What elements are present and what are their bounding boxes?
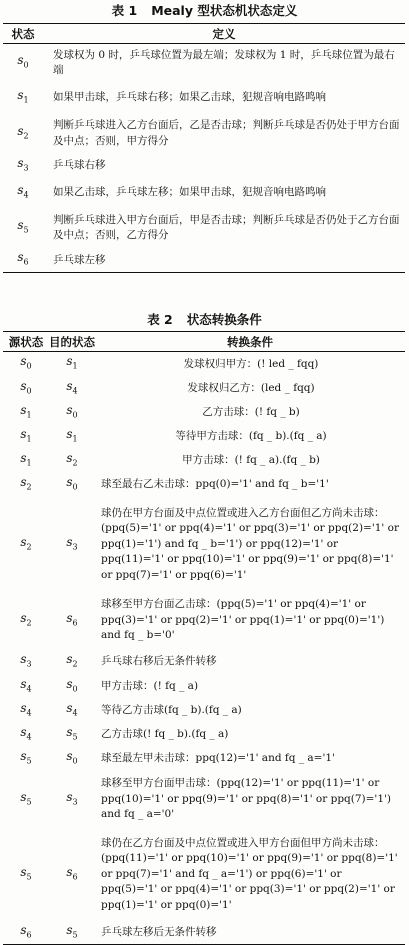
target-state-cell bbox=[49, 675, 95, 699]
table2-body bbox=[3, 352, 405, 945]
table1-caption bbox=[0, 3, 409, 19]
state-index: 3 bbox=[72, 796, 78, 806]
table-row bbox=[3, 771, 405, 829]
target-state-cell bbox=[49, 650, 95, 675]
table-row bbox=[3, 352, 405, 377]
target-state-cell bbox=[49, 425, 95, 449]
state-symbol: s bbox=[66, 426, 73, 441]
state-symbol: s bbox=[66, 748, 73, 763]
state-symbol: s bbox=[20, 354, 27, 369]
table2-header-condition: 转换条件 bbox=[227, 334, 273, 349]
table2-caption-number: 表 2 bbox=[147, 312, 173, 327]
state-symbol: s bbox=[20, 426, 27, 441]
state-index: 1 bbox=[23, 95, 29, 105]
state-cell bbox=[3, 154, 43, 178]
state-symbol: s bbox=[66, 724, 73, 739]
state-index: 1 bbox=[26, 433, 32, 443]
state-definition-table bbox=[3, 23, 405, 273]
source-state-cell bbox=[3, 377, 49, 401]
source-state-cell bbox=[3, 425, 49, 449]
target-state-cell bbox=[49, 449, 95, 473]
definition-cell: 判断乒乓球进入甲方台面后，甲是否击球；判断乒乓球是否仍处于乙方台面及中点；否则，乙方得分 bbox=[53, 213, 400, 242]
state-index: 5 bbox=[26, 871, 32, 881]
state-index: 1 bbox=[26, 457, 32, 467]
state-index: 0 bbox=[26, 361, 32, 371]
state-index: 4 bbox=[72, 707, 78, 717]
state-symbol: s bbox=[17, 123, 24, 138]
source-state-cell bbox=[3, 401, 49, 425]
table1-header-state: 状态 bbox=[11, 26, 35, 41]
table2-caption bbox=[0, 312, 409, 328]
state-symbol: s bbox=[20, 864, 27, 879]
condition-cell: 甲方击球：(! fq _ a) bbox=[101, 679, 199, 692]
state-symbol: s bbox=[20, 789, 27, 804]
state-index: 3 bbox=[72, 541, 78, 551]
state-index: 2 bbox=[23, 130, 29, 140]
state-symbol: s bbox=[20, 922, 27, 937]
state-index: 1 bbox=[72, 433, 78, 443]
table-row bbox=[3, 208, 405, 248]
state-symbol: s bbox=[66, 789, 73, 804]
state-index: 5 bbox=[72, 731, 78, 741]
condition-cell: 球仍在甲方台面及中点位置或进入乙方台面但乙方尚未击球：(ppq(5)='1' or ppq(4)='1' or ppq(3)='1' or ppq(2)='1' or ppq(1)='1') and fq _ b='1') or ppq(12)='1' or ppq(11)='1' or ppq(10)='1' or ppq(9)='1' or ppq(8)='1' or ppq(7)='1' or ppq(6)='1' bbox=[101, 506, 399, 581]
source-state-cell bbox=[3, 723, 49, 747]
state-index: 5 bbox=[26, 796, 32, 806]
condition-cell: 球移至甲方台面乙击球：(ppq(5)='1' or ppq(4)='1' or ppq(3)='1' or ppq(2)='1' or ppq(1)='1' or ppq(0)='1') and fq _ b='0' bbox=[101, 598, 385, 642]
state-symbol: s bbox=[17, 182, 24, 197]
source-state-cell bbox=[3, 747, 49, 771]
table1-caption-number: 表 1 bbox=[111, 3, 138, 18]
source-state-cell bbox=[3, 449, 49, 473]
state-index: 2 bbox=[26, 541, 32, 551]
state-symbol: s bbox=[66, 652, 73, 667]
table-row bbox=[3, 592, 405, 650]
state-symbol: s bbox=[20, 748, 27, 763]
state-index: 2 bbox=[72, 457, 78, 467]
source-state-cell bbox=[3, 675, 49, 699]
state-index: 0 bbox=[23, 60, 29, 70]
state-symbol: s bbox=[66, 700, 73, 715]
target-state-cell bbox=[49, 473, 95, 498]
state-symbol: s bbox=[20, 610, 27, 625]
table-row bbox=[3, 449, 405, 473]
condition-cell: 球至最左甲未击球：ppq(12)='1' and fq _ a='1' bbox=[101, 751, 335, 764]
table-row bbox=[3, 498, 405, 592]
state-index: 6 bbox=[26, 929, 32, 939]
source-state-cell bbox=[3, 352, 49, 377]
table-row bbox=[3, 675, 405, 699]
target-state-cell bbox=[49, 592, 95, 650]
condition-cell: 发球权归甲方：(! led _ fqq) bbox=[183, 357, 319, 370]
table1-caption-title: Mealy 型状态机状态定义 bbox=[151, 3, 298, 18]
state-index: 2 bbox=[26, 617, 32, 627]
state-cell bbox=[3, 208, 43, 248]
table-row bbox=[3, 650, 405, 675]
state-symbol: s bbox=[66, 475, 73, 490]
table2-header-target: 目的状态 bbox=[49, 334, 95, 349]
condition-cell: 等待乙方击球(fq _ b).(fq _ a) bbox=[101, 703, 242, 716]
state-symbol: s bbox=[66, 450, 73, 465]
target-state-cell bbox=[49, 401, 95, 425]
table2-header-row bbox=[3, 332, 405, 352]
table-row bbox=[3, 114, 405, 154]
state-cell bbox=[3, 44, 43, 83]
definition-cell: 如果乙击球，乒乓球左移；如果甲击球，犯规音响电路鸣响 bbox=[53, 186, 326, 199]
target-state-cell bbox=[49, 377, 95, 401]
state-symbol: s bbox=[20, 676, 27, 691]
target-state-cell bbox=[49, 723, 95, 747]
state-index: 4 bbox=[26, 683, 32, 693]
condition-cell: 乙方击球(! fq _ b).(fq _ a) bbox=[101, 727, 229, 740]
state-index: 2 bbox=[72, 659, 78, 669]
state-index: 6 bbox=[72, 871, 78, 881]
table-row bbox=[3, 154, 405, 178]
state-index: 2 bbox=[26, 482, 32, 492]
table1-body bbox=[3, 44, 405, 273]
target-state-cell bbox=[49, 921, 95, 945]
source-state-cell bbox=[3, 921, 49, 945]
definition-cell: 乒乓球左移 bbox=[53, 253, 106, 266]
state-symbol: s bbox=[17, 53, 24, 68]
definition-cell: 乒乓球右移 bbox=[53, 158, 106, 171]
state-symbol: s bbox=[17, 250, 24, 265]
table-row bbox=[3, 425, 405, 449]
condition-cell: 球至最右乙未击球：ppq(0)='1' and fq _ b='1' bbox=[101, 478, 329, 491]
state-index: 0 bbox=[72, 482, 78, 492]
state-index: 3 bbox=[23, 162, 29, 172]
source-state-cell bbox=[3, 771, 49, 829]
state-index: 0 bbox=[72, 683, 78, 693]
definition-cell: 发球权为 0 时，乒乓球位置为最左端；发球权为 1 时，乒乓球位置为最右端 bbox=[53, 48, 395, 77]
state-symbol: s bbox=[66, 402, 73, 417]
state-index: 4 bbox=[72, 385, 78, 395]
state-index: 4 bbox=[26, 731, 32, 741]
state-cell bbox=[3, 177, 43, 208]
state-symbol: s bbox=[66, 676, 73, 691]
table-row bbox=[3, 699, 405, 723]
table-row bbox=[3, 177, 405, 208]
state-index: 1 bbox=[26, 409, 32, 419]
state-symbol: s bbox=[17, 88, 24, 103]
table-row bbox=[3, 473, 405, 498]
state-index: 5 bbox=[26, 755, 32, 765]
source-state-cell bbox=[3, 650, 49, 675]
state-symbol: s bbox=[66, 534, 73, 549]
condition-cell: 乒乓球左移后无条件转移 bbox=[101, 925, 217, 938]
table-row bbox=[3, 377, 405, 401]
condition-cell: 乙方击球：(! fq _ b) bbox=[202, 405, 300, 418]
state-symbol: s bbox=[20, 652, 27, 667]
table2-header-source: 源状态 bbox=[8, 334, 44, 349]
state-index: 3 bbox=[26, 659, 32, 669]
state-cell bbox=[3, 248, 43, 272]
table-row bbox=[3, 248, 405, 272]
target-state-cell bbox=[49, 829, 95, 921]
state-index: 6 bbox=[72, 617, 78, 627]
condition-cell: 发球权归乙方：(led _ fqq) bbox=[187, 381, 315, 394]
transition-condition-table bbox=[3, 331, 405, 945]
state-index: 0 bbox=[26, 385, 32, 395]
state-symbol: s bbox=[66, 354, 73, 369]
condition-cell: 球仍在乙方台面及中点位置或进入甲方台面但甲方尚未击球：(ppq(11)='1' or ppq(10)='1' or ppq(9)='1' or ppq(8)='1' or ppq(7)='1' and fq _ a='1') or ppq(6)='1' or ppq(5)='1' or ppq(4)='1' or ppq(3)='1' or ppq(2)='1' or ppq(1)='1' or ppq(0)='1' bbox=[101, 836, 398, 911]
state-index: 6 bbox=[23, 257, 29, 267]
state-symbol: s bbox=[17, 218, 24, 233]
table-row bbox=[3, 829, 405, 921]
source-state-cell bbox=[3, 498, 49, 592]
source-state-cell bbox=[3, 699, 49, 723]
state-symbol: s bbox=[66, 378, 73, 393]
target-state-cell bbox=[49, 352, 95, 377]
state-symbol: s bbox=[20, 450, 27, 465]
table-row bbox=[3, 921, 405, 945]
table-row bbox=[3, 401, 405, 425]
condition-cell: 乒乓球右移后无条件转移 bbox=[101, 655, 217, 668]
state-symbol: s bbox=[66, 922, 73, 937]
table-row bbox=[3, 44, 405, 83]
definition-cell: 判断乒乓球进入乙方台面后，乙是否击球；判断乒乓球是否仍处于甲方台面及中点；否则，甲方得分 bbox=[53, 119, 400, 147]
state-symbol: s bbox=[20, 475, 27, 490]
source-state-cell bbox=[3, 592, 49, 650]
target-state-cell bbox=[49, 498, 95, 592]
table-row bbox=[3, 723, 405, 747]
state-symbol: s bbox=[20, 378, 27, 393]
state-index: 4 bbox=[26, 707, 32, 717]
state-index: 4 bbox=[23, 190, 29, 200]
source-state-cell bbox=[3, 473, 49, 498]
state-symbol: s bbox=[17, 155, 24, 170]
state-cell bbox=[3, 83, 43, 114]
table-row bbox=[3, 83, 405, 114]
state-index: 0 bbox=[72, 755, 78, 765]
table-row bbox=[3, 747, 405, 771]
table2-caption-title: 状态转换条件 bbox=[186, 312, 262, 327]
state-index: 5 bbox=[72, 929, 78, 939]
table1-header-definition: 定义 bbox=[212, 26, 236, 41]
state-symbol: s bbox=[20, 402, 27, 417]
source-state-cell bbox=[3, 829, 49, 921]
state-symbol: s bbox=[66, 610, 73, 625]
state-symbol: s bbox=[20, 534, 27, 549]
state-index: 5 bbox=[23, 225, 29, 235]
condition-cell: 甲方击球：(! fq _ a).(fq _ b) bbox=[182, 453, 320, 466]
state-symbol: s bbox=[20, 700, 27, 715]
target-state-cell bbox=[49, 747, 95, 771]
state-index: 0 bbox=[72, 409, 78, 419]
condition-cell: 等待甲方击球：(fq _ b).(fq _ a) bbox=[175, 429, 327, 442]
target-state-cell bbox=[49, 699, 95, 723]
state-cell bbox=[3, 114, 43, 154]
condition-cell: 球移至甲方台面甲击球：(ppq(12)='1' or ppq(11)='1' or ppq(10)='1' or ppq(9)='1' or ppq(8)='1' or ppq(7)='1') and fq _ a='0' bbox=[101, 777, 391, 821]
table1-header-row bbox=[3, 24, 405, 44]
definition-cell: 如果甲击球，乒乓球右移；如果乙击球，犯规音响电路鸣响 bbox=[53, 91, 326, 104]
state-index: 1 bbox=[72, 361, 78, 371]
target-state-cell bbox=[49, 771, 95, 829]
state-symbol: s bbox=[20, 724, 27, 739]
state-symbol: s bbox=[66, 864, 73, 879]
